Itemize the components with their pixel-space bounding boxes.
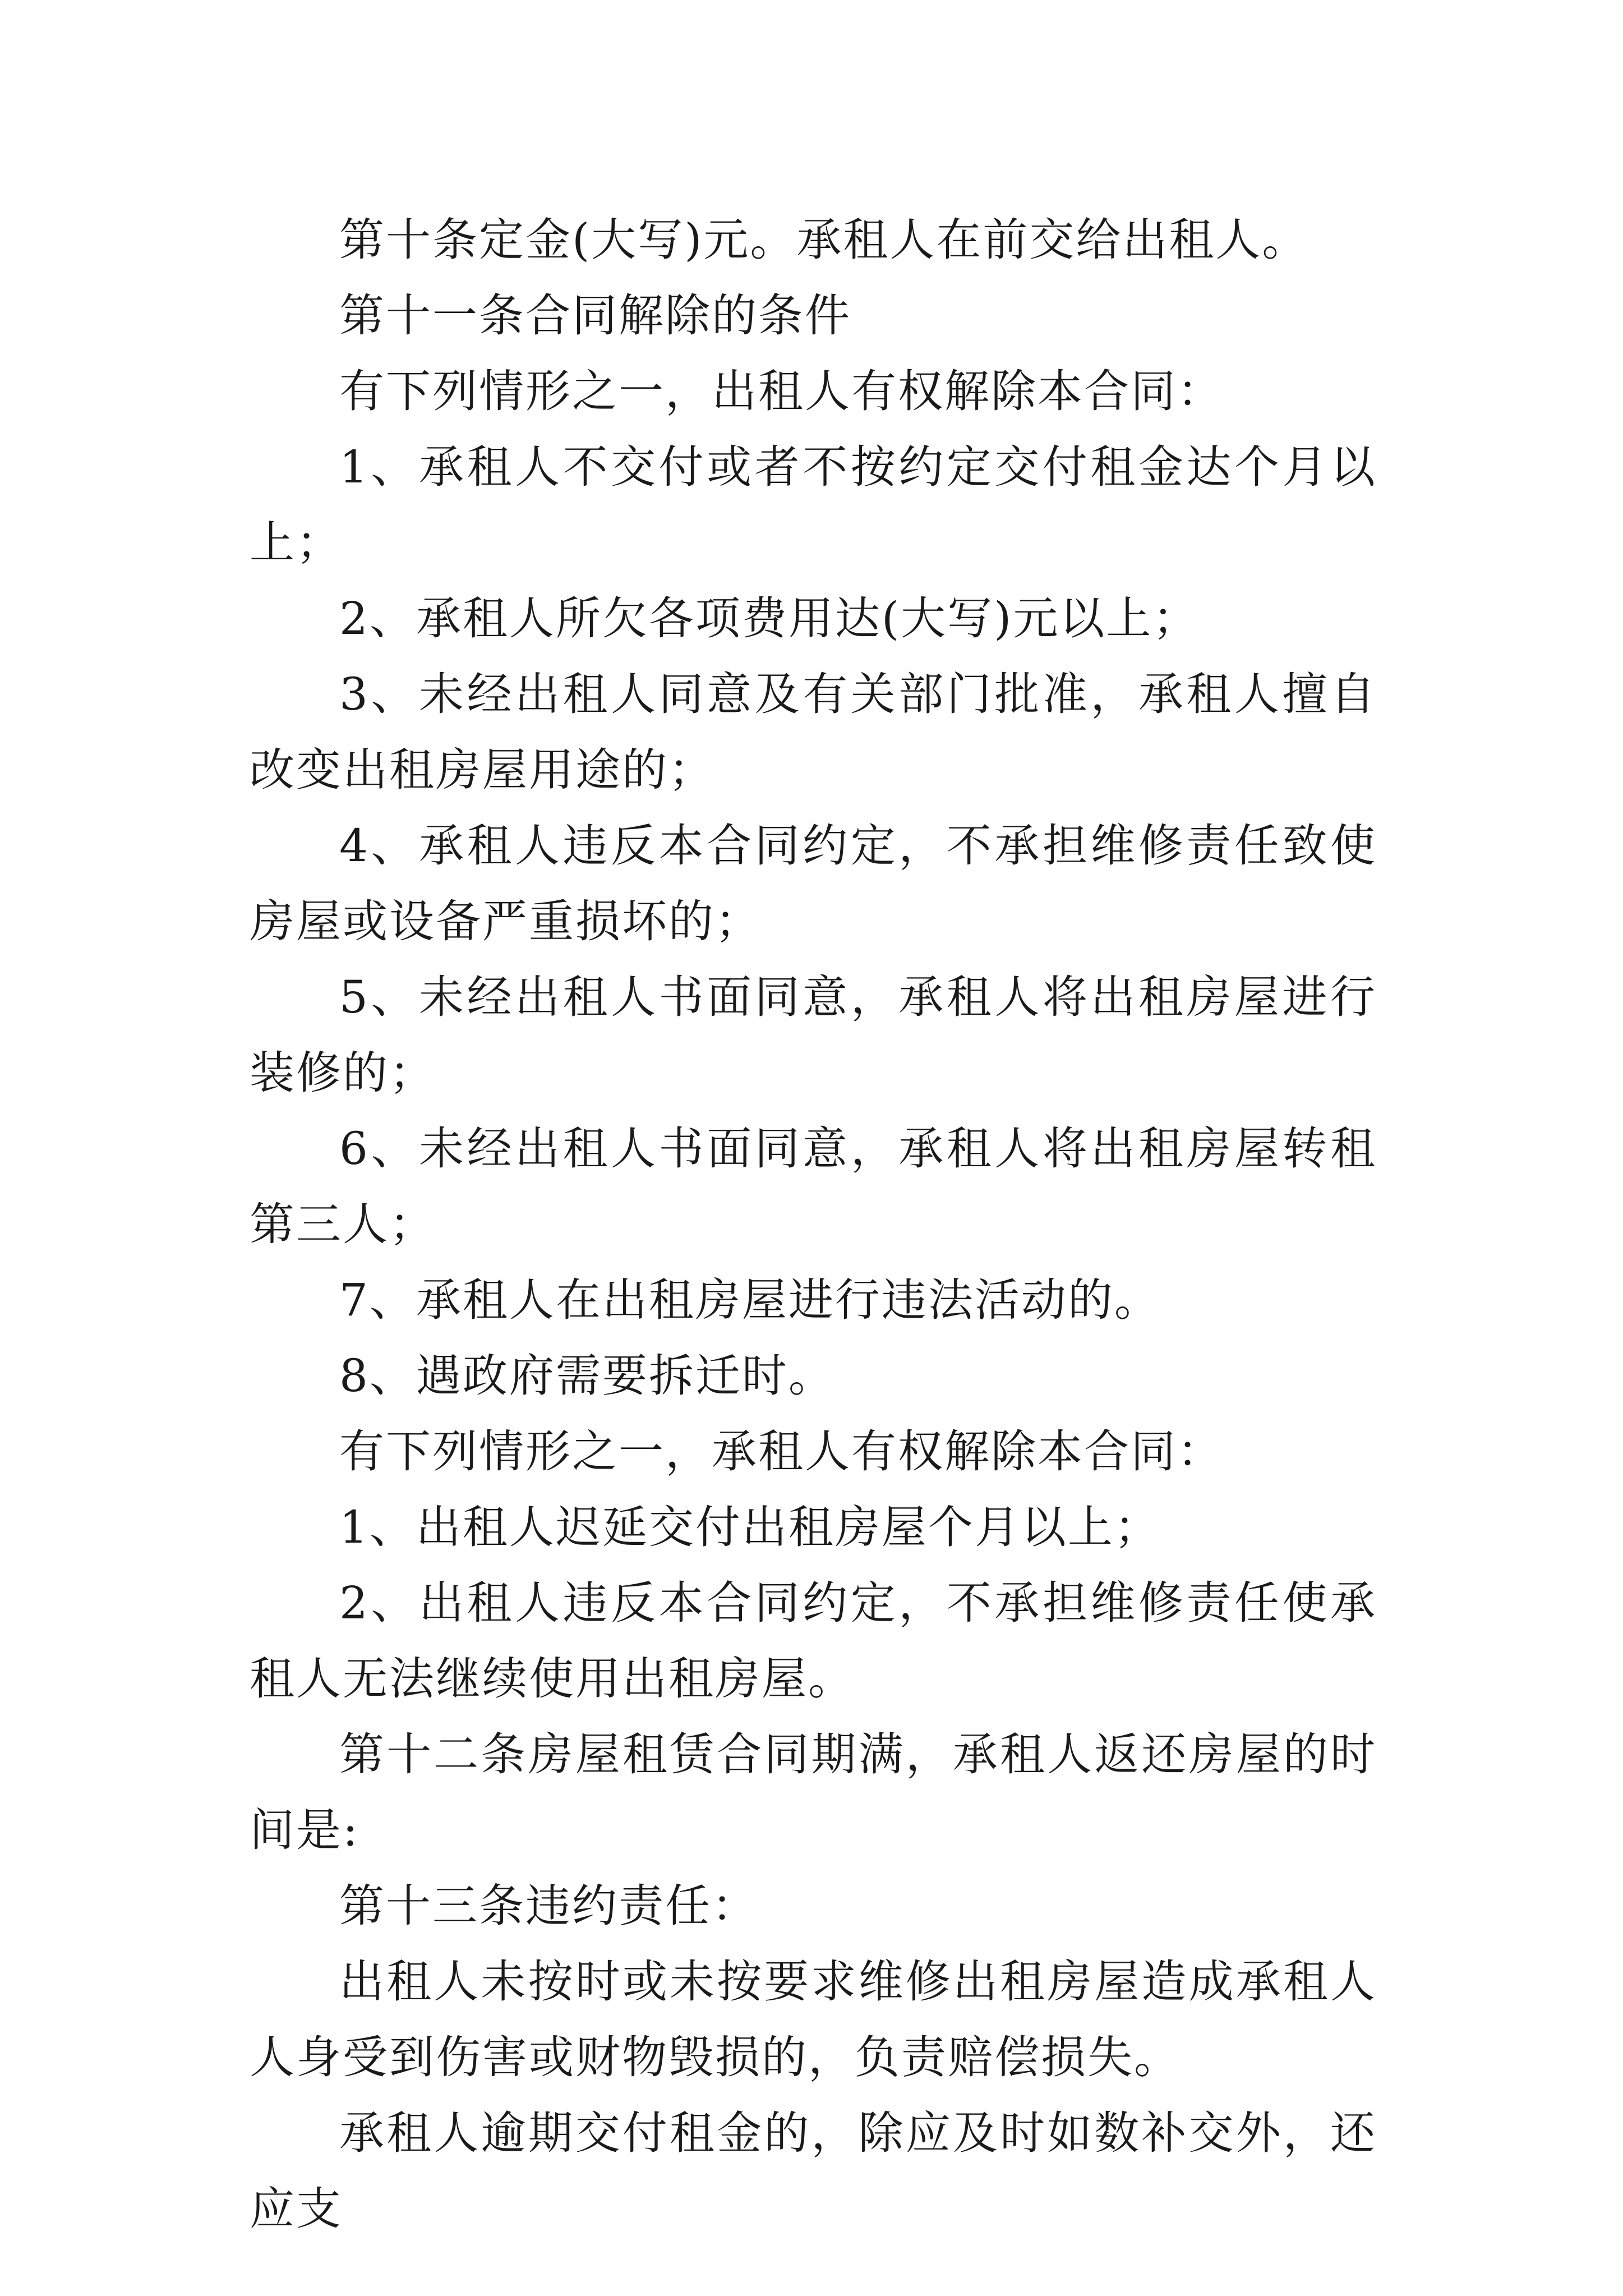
lessor-condition-4: 4、承租人违反本合同约定，不承担维修责任致使房屋或设备严重损坏的； bbox=[250, 820, 1377, 947]
lessor-condition-6: 6、未经出租人书面同意，承租人将出租房屋转租第三人； bbox=[250, 1122, 1377, 1250]
lessor-condition-7: 7、承租人在出租房屋进行违法活动的。 bbox=[339, 1274, 1161, 1326]
lessor-condition-1: 1、承租人不交付或者不按约定交付租金达个月以上； bbox=[250, 441, 1377, 569]
lessor-condition-5: 5、未经出租人书面同意，承租人将出租房屋进行装修的； bbox=[250, 971, 1377, 1099]
lessor-liability: 出租人未按时或未按要求维修出租房屋造成承租人人身受到伤害或财物毁损的，负责赔偿损失。 bbox=[250, 1955, 1377, 2083]
lessor-condition-8: 8、遇政府需要拆迁时。 bbox=[339, 1350, 835, 1402]
lessor-condition-2: 2、承租人所欠各项费用达(大写)元以上； bbox=[339, 592, 1200, 645]
lessee-condition-2: 2、出租人违反本合同约定，不承担维修责任使承租人无法继续使用出租房屋。 bbox=[250, 1577, 1377, 1705]
clause-13-heading: 第十三条违约责任： bbox=[339, 1880, 758, 1932]
lessee-termination-intro: 有下列情形之一，承租人有权解除本合同： bbox=[339, 1425, 1224, 1478]
document-body bbox=[250, 202, 1377, 2247]
clause-10-deposit: 第十条定金(大写)元。承租人在前交给出租人。 bbox=[339, 214, 1309, 266]
lessor-termination-intro: 有下列情形之一，出租人有权解除本合同： bbox=[339, 365, 1224, 417]
lessee-late-payment: 承租人逾期交付租金的，除应及时如数补交外，还应支 bbox=[250, 2107, 1377, 2235]
clause-12-return: 第十二条房屋租赁合同期满，承租人返还房屋的时间是: bbox=[250, 1728, 1377, 1856]
lessor-condition-3: 3、未经出租人同意及有关部门批准，承租人擅自改变出租房屋用途的； bbox=[250, 668, 1377, 796]
clause-11-heading: 第十一条合同解除的条件 bbox=[339, 289, 851, 342]
lessee-condition-1: 1、出租人迟延交付出租房屋个月以上； bbox=[339, 1501, 1161, 1553]
